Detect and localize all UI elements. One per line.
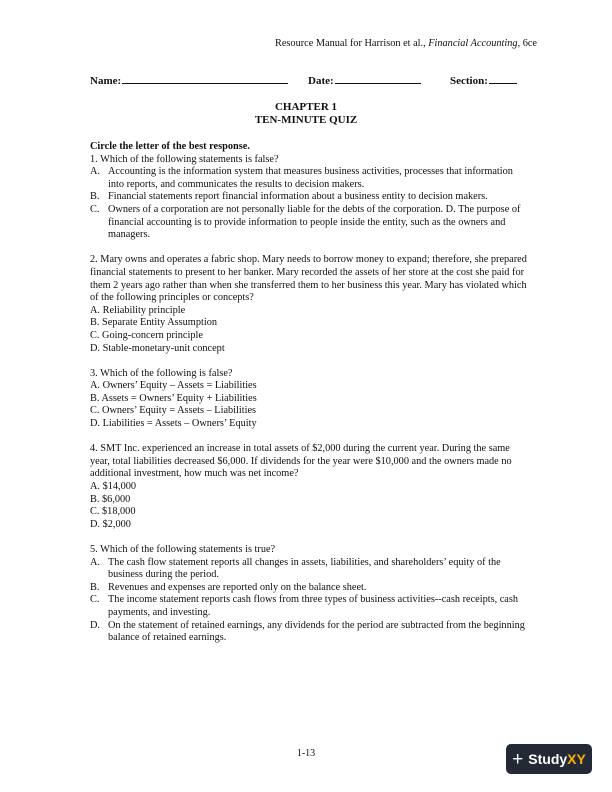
option-b[interactable]: B. Assets = Owners’ Equity + Liabilities: [90, 392, 257, 404]
date-blank: [335, 73, 421, 84]
option-a[interactable]: A. Owners’ Equity – Assets = Liabilities: [90, 380, 257, 392]
option-c[interactable]: C. The income statement reports cash flows from three types of business activities--cash receipts, cash payments, and investing.: [90, 594, 519, 618]
option-b[interactable]: B. Revenues and expenses are reported only on the balance sheet.: [90, 581, 367, 593]
quiz-title: TEN-MINUTE QUIZ: [254, 114, 358, 126]
quiz-body: [90, 141, 530, 645]
option-a[interactable]: A. The cash flow statement reports all changes in assets, liabilities, and shareholders’ equity of the business during the period.: [90, 556, 501, 581]
question-stem: 2. Mary owns and operates a fabric shop. Mary needs to borrow money to expand; therefore, she prepared financial statements to present to her banker. Mary recorded the assets of her store at the cost she paid for them 2 years ago rather than when she transferred them to her business this year. Mary has violated which of the following principles or concepts?: [90, 254, 527, 304]
question-5: [90, 544, 530, 645]
studyxy-badge[interactable]: [506, 744, 592, 774]
header-text: Resource Manual for Harrison et al.,: [274, 38, 429, 49]
option-a[interactable]: A. $14,000: [90, 481, 137, 493]
question-1: [90, 154, 530, 242]
option-b[interactable]: B. $6,000: [90, 493, 131, 505]
option-d[interactable]: D. Stable-monetary-unit concept: [90, 342, 225, 354]
option-d[interactable]: D. $2,000: [90, 518, 131, 530]
name-field[interactable]: Name:: [90, 73, 288, 88]
option-a[interactable]: A. Accounting is the information system that measures business activities, processes that information into reports, and communicates the results to decision makers.: [90, 166, 513, 190]
running-header: [275, 38, 537, 51]
header-book-title: Financial Accounting: [428, 38, 518, 49]
question-stem: 5. Which of the following statements is true?: [90, 544, 276, 555]
option-d[interactable]: D. On the statement of retained earnings, any dividends for the period are subtracted from the beginning balance of retained earnings.: [90, 619, 525, 644]
date-field[interactable]: Date:: [308, 73, 421, 88]
question-stem: 3. Which of the following is false?: [90, 367, 233, 379]
plus-icon: +: [512, 748, 524, 770]
option-c[interactable]: C. $18,000: [90, 506, 136, 518]
option-d[interactable]: D. Liabilities = Assets – Owners’ Equity: [90, 418, 257, 430]
section-field[interactable]: Section:: [450, 73, 517, 88]
option-b[interactable]: B. Financial statements report financial information about a business entity to decision makers.: [90, 191, 488, 203]
chapter-heading: CHAPTER 1: [274, 101, 338, 113]
section-blank: [489, 73, 517, 84]
option-c[interactable]: C. Going-concern principle: [90, 329, 203, 341]
option-c[interactable]: C. Owners’ Equity = Assets – Liabilities: [90, 405, 257, 417]
question-stem: 1. Which of the following statements is false?: [90, 153, 279, 165]
option-b[interactable]: B. Separate Entity Assumption: [90, 317, 217, 329]
question-2: [90, 254, 530, 355]
name-blank: [122, 73, 288, 84]
header-edition: , 6ce: [517, 38, 537, 49]
instruction: Circle the letter of the best response.: [90, 141, 250, 152]
page-number: 1-13: [296, 748, 316, 759]
question-4: [90, 443, 530, 531]
option-c[interactable]: C. Owners of a corporation are not personally liable for the debts of the corporation. D. The purpose of financial accounting is to provide information to people inside the entity, such as the owners and managers.: [90, 203, 521, 241]
question-stem: 4. SMT Inc. experienced an increase in total assets of $2,000 during the current year. During the same year, total liabilities decreased $6,000. If dividends for the year were $10,000 and the owners made no additional investment, how much was net income?: [90, 443, 512, 480]
brand-logo: StudyXY: [528, 750, 586, 767]
question-3: [90, 368, 530, 431]
option-a[interactable]: A. Reliability principle: [90, 304, 186, 316]
